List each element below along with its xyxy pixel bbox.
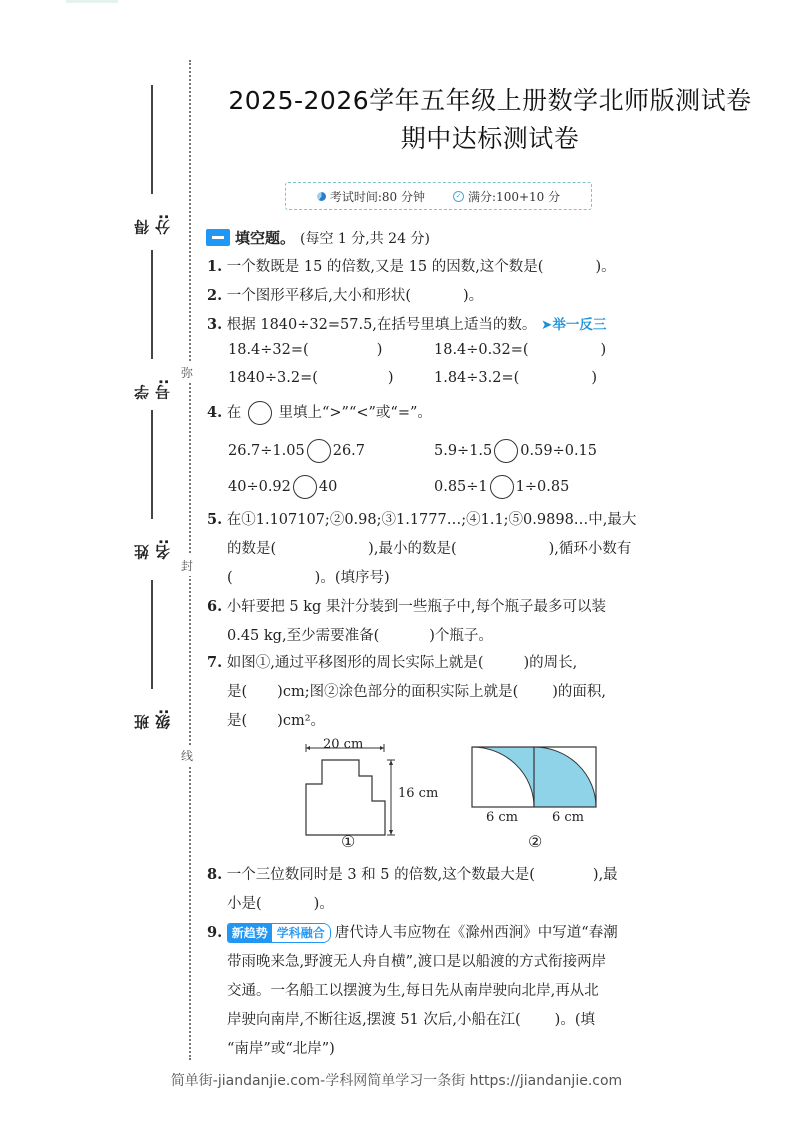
clock-icon — [317, 192, 326, 201]
related-practice-link[interactable]: ➤举一反三 — [541, 317, 607, 333]
question-3 — [207, 310, 677, 340]
fig1-width-label: 20 cm — [323, 737, 364, 752]
full-score-text: 满分:100+10 分 — [468, 189, 561, 204]
figure-2-quarter-circles — [470, 745, 600, 810]
question-text: )cm²。 — [277, 713, 326, 729]
question-5 — [207, 505, 677, 593]
fig1-height-label: 16 cm — [398, 786, 439, 801]
question-text: 的数是( — [227, 541, 277, 557]
question-text: )个瓶子。 — [429, 628, 493, 644]
student-id-line — [151, 250, 153, 359]
question-text: 在①1.107107;②0.98;③1.1777…;④1.1;⑤0.9898…中,最大 — [226, 512, 637, 528]
question-text: 是( — [227, 713, 248, 729]
q4-compare-3 — [228, 475, 337, 499]
question-tail: )。 — [595, 259, 616, 275]
name-label: 姓名: — [133, 539, 172, 560]
q3-item-3 — [228, 370, 394, 386]
question-6 — [207, 592, 677, 651]
q3-item-1 — [228, 342, 382, 358]
close-paren: ) — [376, 342, 383, 358]
question-number: 8. — [207, 866, 223, 883]
check-circle-icon: ✓ — [453, 191, 464, 202]
q3-item-4 — [434, 370, 597, 386]
right-expr: 26.7 — [332, 443, 366, 459]
question-1 — [207, 252, 677, 282]
close-paren: ) — [600, 342, 607, 358]
name-field[interactable] — [133, 410, 172, 560]
question-number: 2. — [207, 287, 223, 304]
class-line — [151, 580, 153, 689]
full-score — [453, 188, 560, 205]
title-line-2: 期中达标测试卷 — [400, 124, 580, 153]
compare-circle[interactable] — [490, 475, 514, 499]
q4-compare-1 — [228, 439, 365, 463]
student-id-field[interactable] — [133, 250, 172, 400]
top-edge-artifact — [66, 0, 118, 3]
question-text: )的面积, — [552, 684, 607, 700]
name-line — [151, 410, 153, 519]
question-text: ),最小的数是( — [368, 541, 457, 557]
question-number: 9. — [207, 924, 223, 941]
student-id-label: 学号: — [133, 379, 172, 400]
question-number: 4. — [207, 404, 223, 421]
question-text: )的周长, — [523, 655, 578, 671]
exam-time — [317, 188, 425, 205]
compare-circle[interactable] — [293, 475, 317, 499]
class-label: 班级: — [133, 709, 172, 730]
exam-time-text: 考试时间:80 分钟 — [329, 189, 426, 204]
section-score-note: (每空 1 分,共 24 分) — [300, 230, 430, 247]
question-text: ( — [227, 570, 233, 586]
question-number: 5. — [207, 511, 223, 528]
fig1-caption: ① — [341, 832, 356, 851]
left-expr: 0.85÷1 — [434, 479, 488, 495]
score-field[interactable] — [133, 85, 172, 235]
compare-circle[interactable] — [307, 439, 331, 463]
section-header — [206, 227, 430, 248]
question-number: 1. — [207, 258, 223, 275]
score-label: 得分: — [133, 214, 172, 235]
question-text: “南岸”或“北岸”) — [227, 1041, 335, 1057]
circle-symbol — [248, 401, 272, 425]
question-text: 一个三位数同时是 3 和 5 的倍数,这个数最大是( — [226, 867, 535, 883]
watermark-footer: 简单街-jiandanjie.com-学科网简单学习一条街 https://jiandanjie.com — [170, 1073, 623, 1089]
q4-compare-4 — [434, 475, 569, 499]
title-line-1: 2025-2026学年五年级上册数学北师版测试卷 — [228, 86, 752, 115]
question-text: 根据 1840÷32=57.5,在括号里填上适当的数。 — [226, 317, 537, 333]
fig2-left-label: 6 cm — [486, 810, 519, 825]
tag-new-trend: 新趋势 — [228, 924, 272, 942]
question-number: 6. — [207, 598, 223, 615]
question-tail: )。 — [463, 288, 484, 304]
tag-interdisciplinary: 学科融合 — [272, 924, 330, 942]
question-text: 是( — [227, 684, 248, 700]
q3-item-2 — [434, 342, 606, 358]
question-text: 里填上“>”“<”或“=”。 — [278, 405, 432, 421]
question-text: 小是( — [227, 896, 262, 912]
equation: 18.4÷0.32=( — [434, 342, 529, 358]
section-title: 填空题。 — [235, 229, 296, 247]
fig2-right-label: 6 cm — [552, 810, 585, 825]
right-expr: 0.59÷0.15 — [520, 443, 598, 459]
fig2-caption: ② — [528, 832, 543, 851]
page-title — [190, 82, 790, 158]
question-text: 交通。一名船工以摆渡为生,每日先从南岸驶向北岸,再从北 — [227, 983, 599, 999]
question-tags — [227, 923, 331, 943]
question-text: 如图①,通过平移图形的周长实际上就是( — [226, 655, 484, 671]
question-text: 唐代诗人韦应物在《滁州西涧》中写道“春潮 — [334, 925, 618, 941]
left-expr: 5.9÷1.5 — [434, 443, 493, 459]
question-text: 在 — [226, 405, 242, 421]
left-expr: 26.7÷1.05 — [228, 443, 305, 459]
question-text: ),最 — [592, 867, 618, 883]
question-text: )。(填序号) — [314, 570, 390, 586]
seal-char-mi: 弥 — [181, 362, 193, 383]
close-paren: ) — [387, 370, 394, 386]
close-paren: ) — [591, 370, 597, 386]
right-expr: 1÷0.85 — [515, 479, 570, 495]
seal-char-feng: 封 — [181, 555, 193, 576]
question-2 — [207, 281, 677, 311]
question-text: 带雨晚来急,野渡无人舟自横”,渡口是以船渡的方式衔接两岸 — [227, 954, 607, 970]
question-text: 岸驶向南岸,不断往返,摆渡 51 次后,小船在江( — [227, 1012, 521, 1028]
question-text: )cm;图②涂色部分的面积实际上就是( — [277, 684, 519, 700]
question-text: 小轩要把 5 kg 果汁分装到一些瓶子中,每个瓶子最多可以装 — [226, 599, 606, 615]
question-text: 一个图形平移后,大小和形状( — [226, 288, 412, 304]
question-number: 7. — [207, 654, 223, 671]
equation: 1840÷3.2=( — [228, 370, 318, 386]
equation: 1.84÷3.2=( — [434, 370, 520, 386]
question-text: )。(填 — [554, 1012, 595, 1028]
question-8 — [207, 860, 677, 919]
question-text: ),循环小数有 — [548, 541, 632, 557]
question-text: 一个数既是 15 的倍数,又是 15 的因数,这个数是( — [226, 259, 544, 275]
question-text: )。 — [313, 896, 334, 912]
compare-circle[interactable] — [494, 439, 518, 463]
question-4 — [207, 398, 677, 428]
question-7 — [207, 648, 677, 736]
left-expr: 40÷0.92 — [228, 479, 291, 495]
section-number-badge — [206, 229, 230, 246]
seal-char-xian: 线 — [181, 745, 193, 766]
question-number: 3. — [207, 316, 223, 333]
right-expr: 40 — [318, 479, 338, 495]
equation: 18.4÷32=( — [228, 342, 309, 358]
exam-info-box — [285, 182, 592, 210]
score-line — [151, 85, 153, 194]
q4-compare-2 — [434, 439, 597, 463]
class-field[interactable] — [133, 580, 172, 730]
question-9 — [207, 918, 677, 1064]
question-text: 0.45 kg,至少需要准备( — [227, 628, 380, 644]
